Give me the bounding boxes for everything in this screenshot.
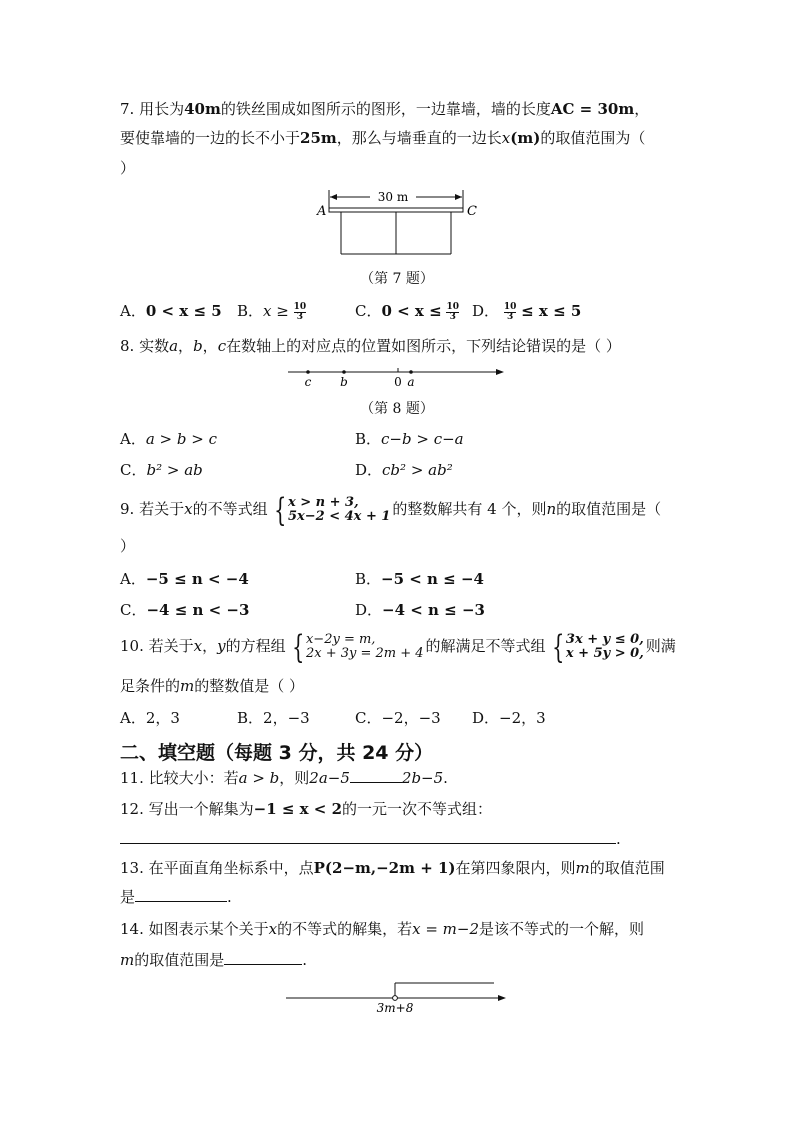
q7-min-length: 25m — [300, 129, 337, 147]
q10-text: 的整数值是（ ） — [194, 677, 305, 695]
q7-fig-right: C — [467, 204, 477, 219]
q7-text: 的铁丝围成如图所示的图形，一边靠墙，墙的长度 — [220, 100, 551, 118]
q9-option-c[interactable] — [120, 599, 249, 621]
q10-option-b[interactable] — [237, 707, 310, 729]
q8-var-b: b — [193, 337, 203, 355]
q10-text: ， — [202, 637, 218, 655]
option-label: A． — [120, 430, 146, 448]
q9-text: 9. 若关于 — [120, 500, 185, 518]
option-text: x ≥ — [263, 302, 289, 320]
q7-fig-left: A — [317, 204, 327, 219]
system-row: 3x + y ≤ 0, — [565, 632, 644, 647]
system-row: 2x + 3y = 2m + 4 — [305, 646, 424, 661]
q10-inequality-system — [548, 628, 644, 666]
q10-equation-system — [288, 628, 424, 666]
q9-option-b[interactable] — [355, 568, 484, 590]
q7-text: 的取值范围为（ — [540, 129, 646, 147]
fraction — [294, 303, 307, 322]
q12-text: 12. 写出一个解集为 — [120, 800, 254, 818]
q9-line2: ） — [120, 537, 136, 555]
option-text: c−b > c−a — [381, 430, 464, 448]
q10-var-x: x — [193, 637, 203, 655]
q8-option-a[interactable] — [120, 428, 217, 450]
q7-wall-length: AC = 30m — [550, 100, 635, 118]
q14-axis-label: 3m+8 — [376, 1001, 414, 1015]
q10-line1 — [120, 628, 676, 666]
q14-text: 是该不等式的一个解，则 — [479, 920, 645, 938]
q7-figure — [312, 186, 482, 258]
q10-text: 10. 若关于 — [120, 637, 194, 655]
q10-text: 则满 — [645, 637, 676, 655]
q8-option-b[interactable] — [355, 428, 464, 450]
q9-option-d[interactable] — [355, 599, 485, 621]
q8-option-c[interactable] — [120, 459, 203, 481]
q7-option-b[interactable] — [237, 300, 306, 322]
option-label: A． — [120, 302, 146, 320]
q9-var-n: n — [546, 500, 557, 518]
q9-text: 的取值范围是（ — [556, 500, 662, 518]
option-label: D． — [355, 461, 383, 479]
q8-text: ， — [178, 337, 194, 355]
q13-text: . — [227, 888, 232, 906]
q9-var: x — [184, 500, 193, 518]
q14-var: x — [268, 920, 278, 938]
q13-text: 是 — [120, 888, 136, 906]
frac-den: 3 — [506, 311, 514, 322]
option-text: −4 ≤ n < −3 — [146, 601, 250, 619]
option-text: cb² > ab² — [382, 461, 453, 479]
q12-line — [120, 798, 492, 820]
q7-text: 要使靠墙的一边的长不小于 — [120, 129, 301, 147]
q14-answer-blank[interactable] — [224, 950, 302, 965]
q14-line1 — [120, 918, 644, 940]
q7-line1 — [120, 98, 649, 120]
axis-label-b: b — [340, 375, 348, 389]
q10-option-c[interactable] — [355, 707, 441, 729]
option-label: B． — [355, 570, 382, 588]
system-rows — [566, 633, 644, 661]
q11-math: 2a−5 — [309, 769, 350, 787]
option-label: A． — [120, 570, 146, 588]
option-text: b² > ab — [146, 461, 203, 479]
q7-unit: (m) — [510, 129, 541, 147]
option-text: 0 < x ≤ 5 — [145, 302, 222, 320]
fraction — [504, 303, 517, 322]
q13-answer-blank[interactable] — [135, 887, 227, 902]
q11-line — [120, 767, 448, 789]
q13-text: 13. 在平面直角坐标系中，点 — [120, 859, 314, 877]
fraction — [446, 303, 459, 322]
q7-text: ，那么与墙垂直的一边长 — [336, 129, 502, 147]
q7-line2 — [120, 127, 645, 149]
q9-text: 的不等式组 — [192, 500, 268, 518]
q10-var-y: y — [217, 637, 226, 655]
q12-text: 的一元一次不等式组： — [342, 800, 493, 818]
q12-math: −1 ≤ x < 2 — [253, 800, 343, 818]
q14-line2 — [120, 949, 307, 971]
option-label: B． — [237, 709, 264, 727]
q8-var-a: a — [169, 337, 179, 355]
q10-option-a[interactable] — [120, 707, 180, 729]
q7-var: x — [501, 129, 511, 147]
q8-option-d[interactable] — [355, 459, 453, 481]
system-row: 5x−2 < 4x + 1 — [287, 509, 391, 524]
q7-line3: ） — [120, 159, 136, 177]
section-title: 二、填空题（每题 3 分，共 24 分） — [120, 742, 434, 764]
q14-var-m: m — [120, 951, 135, 969]
q10-option-d[interactable] — [472, 707, 546, 729]
q14-text: 的取值范围是 — [134, 951, 225, 969]
system-row: x + 5y > 0, — [565, 646, 644, 661]
option-label: D． — [472, 302, 500, 320]
q13-line1 — [120, 857, 665, 879]
left-brace: { — [551, 628, 564, 666]
q7-text: 7. 用长为 — [120, 100, 185, 118]
q12-answer-blank[interactable] — [120, 829, 616, 844]
q13-text: 在第四象限内，则 — [455, 859, 576, 877]
q9-text: 的整数解共有 4 个，则 — [392, 500, 547, 518]
q8-text: ， — [202, 337, 218, 355]
q8-number-line — [286, 364, 508, 390]
option-text: 2，3 — [145, 709, 180, 727]
q7-option-c[interactable] — [355, 300, 459, 322]
q10-text: 的解满足不等式组 — [425, 637, 546, 655]
q8-caption: （第 8 题） — [360, 401, 434, 417]
frac-num: 10 — [293, 301, 307, 312]
option-text: −5 < n ≤ −4 — [381, 570, 484, 588]
left-brace: { — [273, 491, 286, 529]
q9-line1 — [120, 491, 662, 529]
q11-text: 11. 比较大小：若 — [120, 769, 239, 787]
option-text: a > b > c — [145, 430, 217, 448]
q11-text: . — [443, 769, 448, 787]
option-label: D． — [355, 601, 383, 619]
option-label: B． — [355, 430, 382, 448]
q11-math: a > b — [238, 769, 280, 787]
q8-var-c: c — [217, 337, 227, 355]
option-label: B． — [237, 302, 264, 320]
axis-label-a: a — [407, 375, 415, 389]
option-label: C． — [120, 461, 147, 479]
frac-num: 10 — [446, 301, 459, 312]
system-row: x−2y = m, — [305, 632, 376, 647]
q14-math: x = m−2 — [412, 920, 480, 938]
q12-text: . — [616, 830, 621, 848]
q10-text: 足条件的 — [120, 677, 181, 695]
q13-point: P(2−m,−2m + 1) — [313, 859, 456, 877]
q10-line2 — [120, 675, 304, 697]
system-row: x > n + 3, — [287, 495, 359, 510]
axis-label-c: c — [304, 375, 312, 389]
q10-text: 的方程组 — [225, 637, 286, 655]
q14-number-line — [284, 976, 512, 1016]
option-label: C． — [355, 302, 382, 320]
q7-length: 40m — [184, 100, 221, 118]
q13-line2 — [120, 886, 232, 908]
frac-num: 10 — [503, 301, 517, 312]
left-brace: { — [291, 628, 304, 666]
option-label: C． — [120, 601, 147, 619]
system-rows — [288, 496, 390, 524]
q14-text: . — [302, 951, 308, 969]
q8-text: 在数轴上的对应点的位置如图所示，下列结论错误的是（ ） — [226, 337, 621, 355]
q10-var-m: m — [180, 677, 195, 695]
q9-inequality-system — [270, 491, 391, 529]
option-text: 0 < x ≤ — [381, 302, 442, 320]
q7-option-a[interactable] — [120, 300, 222, 322]
option-text: −2，−3 — [381, 709, 441, 727]
option-text: −5 ≤ n < −4 — [145, 570, 249, 588]
q7-fig-top-label: 30 m — [377, 190, 409, 204]
option-text: 2，−3 — [263, 709, 310, 727]
option-label: A． — [120, 709, 146, 727]
option-label: D． — [472, 709, 500, 727]
option-label: C． — [355, 709, 382, 727]
q7-text: ， — [634, 100, 650, 118]
frac-den: 3 — [449, 311, 456, 322]
q11-answer-blank[interactable] — [350, 768, 402, 783]
q8-line1 — [120, 335, 621, 357]
q13-text: 的取值范围 — [589, 859, 665, 877]
q8-text: 8. 实数 — [120, 337, 170, 355]
q11-math: 2b−5 — [401, 769, 444, 787]
q14-text: 14. 如图表示某个关于 — [120, 920, 269, 938]
q14-text: 的不等式的解集，若 — [277, 920, 413, 938]
q11-text: ，则 — [279, 769, 310, 787]
q7-option-d[interactable] — [472, 300, 581, 322]
q7-caption: （第 7 题） — [360, 271, 434, 287]
option-text: ≤ x ≤ 5 — [521, 302, 582, 320]
system-rows — [306, 633, 424, 661]
frac-den: 3 — [296, 311, 303, 322]
q9-option-a[interactable] — [120, 568, 249, 590]
q13-var: m — [575, 859, 590, 877]
axis-label-0: 0 — [394, 375, 402, 389]
option-text: −2，3 — [499, 709, 546, 727]
q12-answer-line — [120, 828, 621, 850]
option-text: −4 < n ≤ −3 — [382, 601, 485, 619]
